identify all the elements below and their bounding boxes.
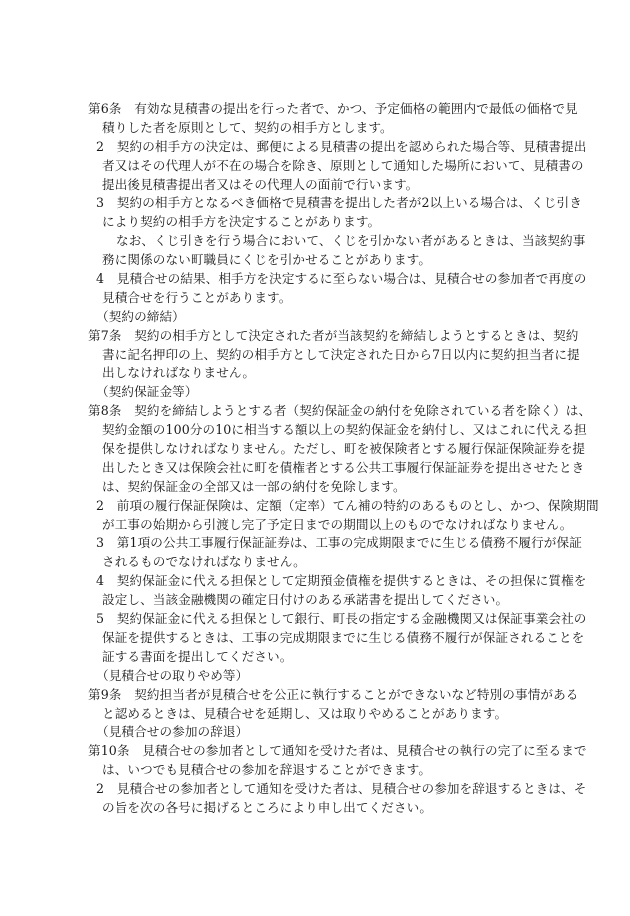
text-line: 出したとき又は保険会社に町を債権者とする公共工事履行保証証券を提出させたとき [102, 459, 585, 475]
text-line: と認めるときは、見積合せを延期し、又は取りやめることがあります。 [102, 705, 508, 721]
text-line: 2 見積合せの参加者として通知を受けた者は、見積合せの参加を辞退するときは、そ [96, 781, 587, 797]
text-line: 証する書面を提出してください。 [102, 648, 293, 664]
text-line: 務に関係のない町職員にくじを引かせることがあります。 [102, 252, 432, 268]
text-line: が工事の始期から引渡し完了予定日までの期間以上のものでなければなりません。 [102, 516, 573, 532]
text-line: 契約金額の100分の10に相当する額以上の契約保証金を納付し、又はこれに代える担 [102, 422, 587, 438]
text-line: 見積合せを行うことがあります。 [102, 289, 292, 305]
text-line: 者又はその代理人が不在の場合を除き、原則として通知した場所において、見積書の [102, 157, 584, 173]
text-line: 2 前項の履行保証保険は、定額（定率）てん補の特約のあるものとし、かつ、保険期間 [96, 497, 599, 513]
text-line: 第6条 有効な見積書の提出を行った者で、かつ、予定価格の範囲内で最低の価格で見 [88, 101, 578, 116]
text-line: は、契約保証金の全部又は一部の納付を免除します。 [102, 478, 406, 494]
text-line: 提出後見積書提出者又はその代理人の面前で行います。 [102, 176, 419, 192]
section-heading: （見積合せの参加の辞退） [96, 724, 249, 740]
text-line: 3 第1項の公共工事履行保証証券は、工事の完成期限までに生じる債務不履行が保証 [96, 535, 582, 551]
text-line: 積りした者を原則として、契約の相手方とします。 [102, 119, 393, 135]
text-line: 保証を提供するときは、工事の完成期限までに生じる債務不履行が保証されることを [102, 629, 585, 645]
text-line: 5 契約保証金に代える担保として銀行、町長の指定する金融機関又は保証事業会社の [96, 611, 587, 627]
section-heading: （契約保証金等） [96, 384, 198, 400]
text-line: 出しなければなりません。 [102, 365, 256, 381]
text-line: 第8条 契約を締結しようとする者（契約保証金の納付を免除されている者を除く）は、 [88, 403, 592, 419]
text-line: の旨を次の各号に掲げるところにより申し出てください。 [102, 799, 433, 815]
section-heading: （見積合せの取りやめ等） [96, 667, 249, 683]
text-line: 書に記名押印の上、契約の相手方として決定された日から7日以内に契約担当者に提 [102, 346, 580, 362]
text-line: されるものでなければなりません。 [102, 554, 306, 570]
text-line: 第9条 契約担当者が見積合せを公正に執行することができないなど特別の事情がある [88, 686, 579, 702]
text-line: により契約の相手方を決定することがあります。 [102, 214, 381, 230]
text-line: 3 契約の相手方となるべき価格で見積書を提出した者が2以上いる場合は、くじ引き [96, 195, 582, 211]
text-line: は、いつでも見積合せの参加を辞退することができます。 [102, 762, 432, 778]
document-body [88, 100, 599, 818]
text-line: 4 契約保証金に代える担保として定期預金債権を提供するときは、その担保に質権を [96, 573, 587, 589]
text-line: 設定し、当該金融機関の確定日付けのある承諾書を提出してください。 [102, 592, 509, 608]
text-line: 保を提供しなければなりません。ただし、町を被保険者とする履行保証保険証券を提 [102, 441, 586, 457]
text-line: 2 契約の相手方の決定は、郵便による見積書の提出を認められた場合等、見積書提出 [96, 138, 587, 154]
text-line: 第7条 契約の相手方として決定された者が当該契約を締結しようとするときは、契約 [88, 327, 579, 343]
section-heading: （契約の締結） [96, 308, 185, 324]
text-line: 4 見積合せの結果、相手方を決定するに至らない場合は、見積合せの参加者で再度の [96, 271, 587, 287]
text-line: 第10条 見積合せの参加者として通知を受けた者は、見積合せの執行の完了に至るまで [88, 743, 587, 759]
text-line: なお、くじ引きを行う場合において、くじを引かない者があるときは、当該契約事 [116, 233, 586, 249]
